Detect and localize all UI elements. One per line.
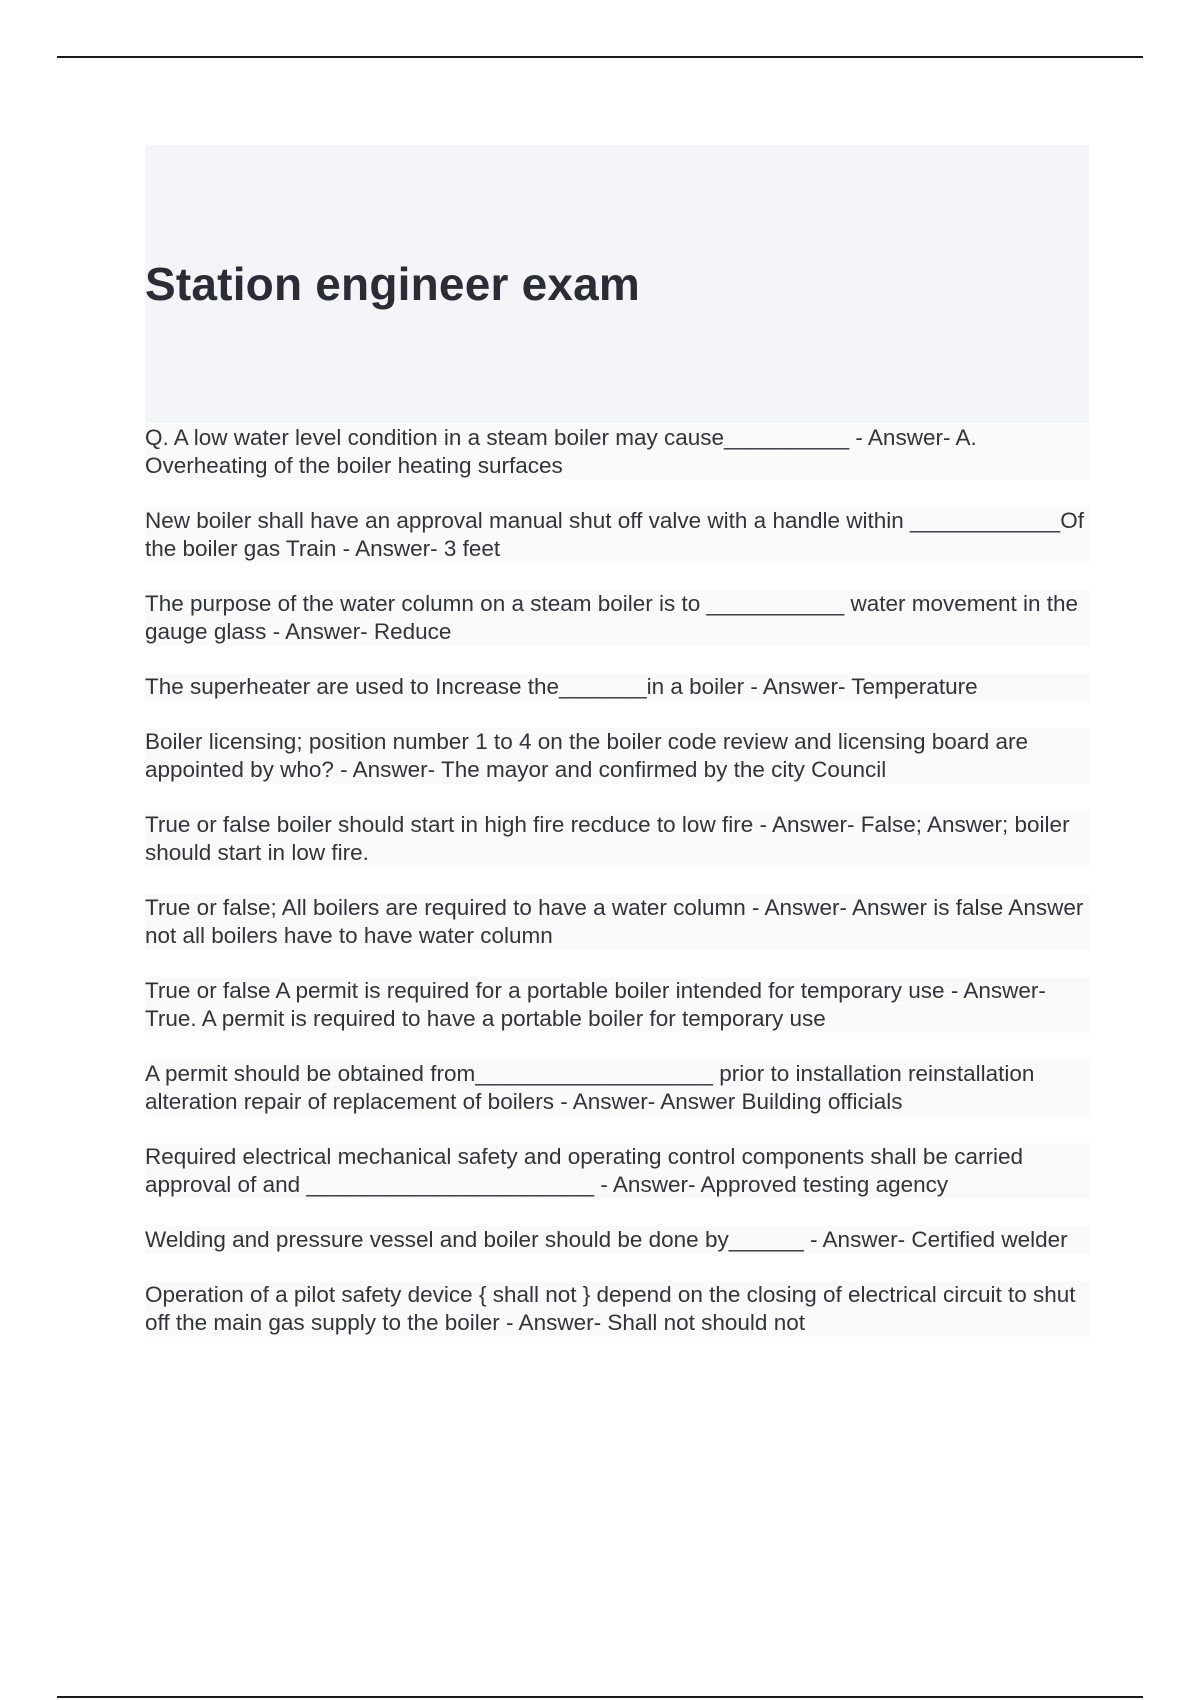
- qa-item: Required electrical mechanical safety and operating control components shall be carried approval of and _______________________ - Answer- Approved testing agency: [145, 1143, 1090, 1199]
- qa-item: New boiler shall have an approval manual shut off valve with a handle within ____________Of the boiler gas Train - Answer- 3 feet: [145, 507, 1090, 563]
- page-title: Station engineer exam: [145, 258, 641, 310]
- qa-list: [145, 424, 1090, 1364]
- header-rule: [57, 56, 1143, 58]
- footer-rule: [57, 1696, 1143, 1698]
- qa-item: True or false; All boilers are required to have a water column - Answer- Answer is false Answer not all boilers have to have water column: [145, 894, 1090, 950]
- qa-item: Welding and pressure vessel and boiler should be done by______ - Answer- Certified welder: [145, 1226, 1090, 1254]
- qa-item: The purpose of the water column on a steam boiler is to ___________ water movement in the gauge glass - Answer- Reduce: [145, 590, 1090, 646]
- qa-item: A permit should be obtained from___________________ prior to installation reinstallation alteration repair of replacement of boilers - Answer- Answer Building officials: [145, 1060, 1090, 1116]
- qa-item: Operation of a pilot safety device { shall not } depend on the closing of electrical circuit to shut off the main gas supply to the boiler - Answer- Shall not should not: [145, 1281, 1090, 1337]
- qa-item: True or false A permit is required for a portable boiler intended for temporary use - Answer- True. A permit is required to have a portable boiler for temporary use: [145, 977, 1090, 1033]
- qa-item: True or false boiler should start in high fire recduce to low fire - Answer- False; Answer; boiler should start in low fire.: [145, 811, 1090, 867]
- qa-item: Q. A low water level condition in a steam boiler may cause__________ - Answer- A. Overheating of the boiler heating surfaces: [145, 424, 1090, 480]
- qa-item: Boiler licensing; position number 1 to 4 on the boiler code review and licensing board are appointed by who? - Answer- The mayor and confirmed by the city Council: [145, 728, 1090, 784]
- qa-item: The superheater are used to Increase the_______in a boiler - Answer- Temperature: [145, 673, 1090, 701]
